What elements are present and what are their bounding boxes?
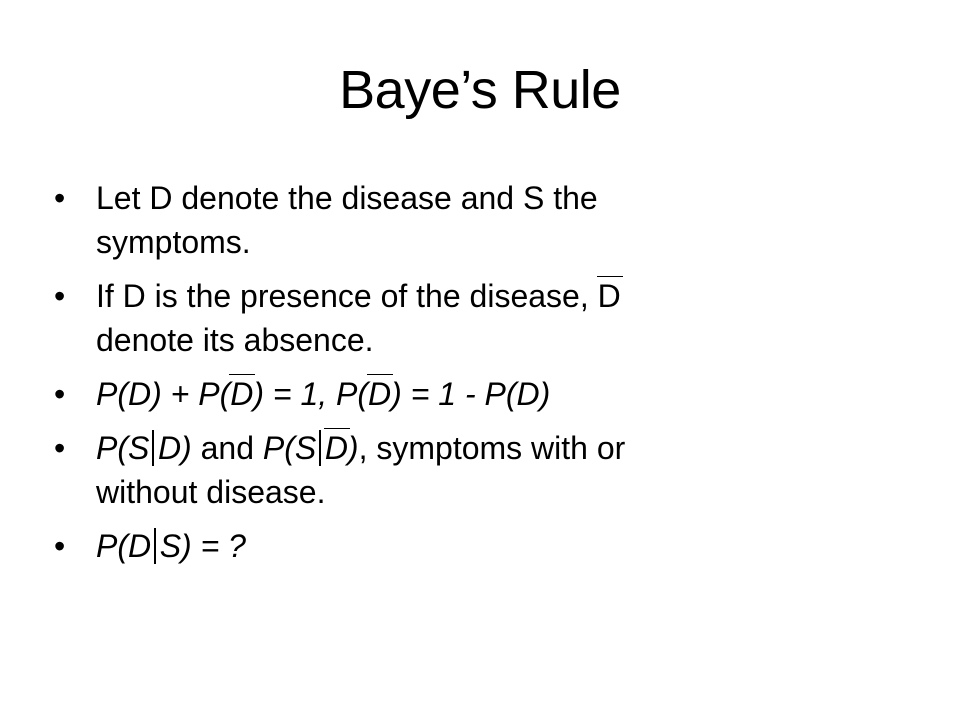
bullet-line: denote its absence.: [96, 322, 374, 358]
formula-part: S) = ?: [159, 528, 246, 564]
bullet-item-absence: [54, 274, 884, 362]
bullet-icon: •: [54, 528, 66, 564]
bullet-line: [96, 274, 884, 318]
formula-part: P(D: [96, 528, 152, 564]
bullet-line: symptoms.: [96, 224, 251, 260]
bullet-line: without disease.: [96, 474, 326, 510]
bullet-item-definition: [54, 176, 884, 264]
formula-part: D): [157, 430, 192, 466]
bullet-line: [96, 372, 884, 416]
d-bar-symbol: D: [230, 372, 253, 416]
bullet-icon: •: [54, 430, 66, 466]
bullet-text: , symptoms with or: [358, 430, 626, 466]
given-bar-icon: [319, 430, 321, 466]
given-bar-icon: [152, 430, 154, 466]
formula-part: P(S: [262, 430, 317, 466]
formula-part: P(S: [96, 430, 150, 466]
d-bar-symbol: D: [368, 372, 391, 416]
formula-part: ): [347, 430, 359, 466]
formula-part: ) = 1 - P(D): [391, 376, 551, 412]
bullet-text: and: [191, 430, 263, 466]
bullet-item-complement: [54, 372, 884, 416]
bullet-line: [96, 524, 884, 568]
bullet-text: If D is the presence of the disease,: [96, 278, 598, 314]
d-bar-symbol: D: [325, 426, 348, 470]
bullet-item-question: [54, 524, 884, 568]
formula-part: ) = 1, P(: [253, 376, 369, 412]
bullet-icon: •: [54, 376, 66, 412]
bullet-icon: •: [54, 278, 66, 314]
d-bar-symbol: D: [598, 274, 621, 318]
bullet-line: Let D denote the disease and S the: [96, 180, 598, 216]
given-bar-icon: [154, 528, 156, 564]
slide-title: Baye’s Rule: [339, 60, 621, 120]
bullet-item-conditional: [54, 426, 884, 514]
bullet-list: [54, 176, 884, 578]
formula-part: P(D) + P(: [96, 376, 231, 412]
bullet-line: [96, 426, 884, 470]
bullet-icon: •: [54, 180, 66, 216]
